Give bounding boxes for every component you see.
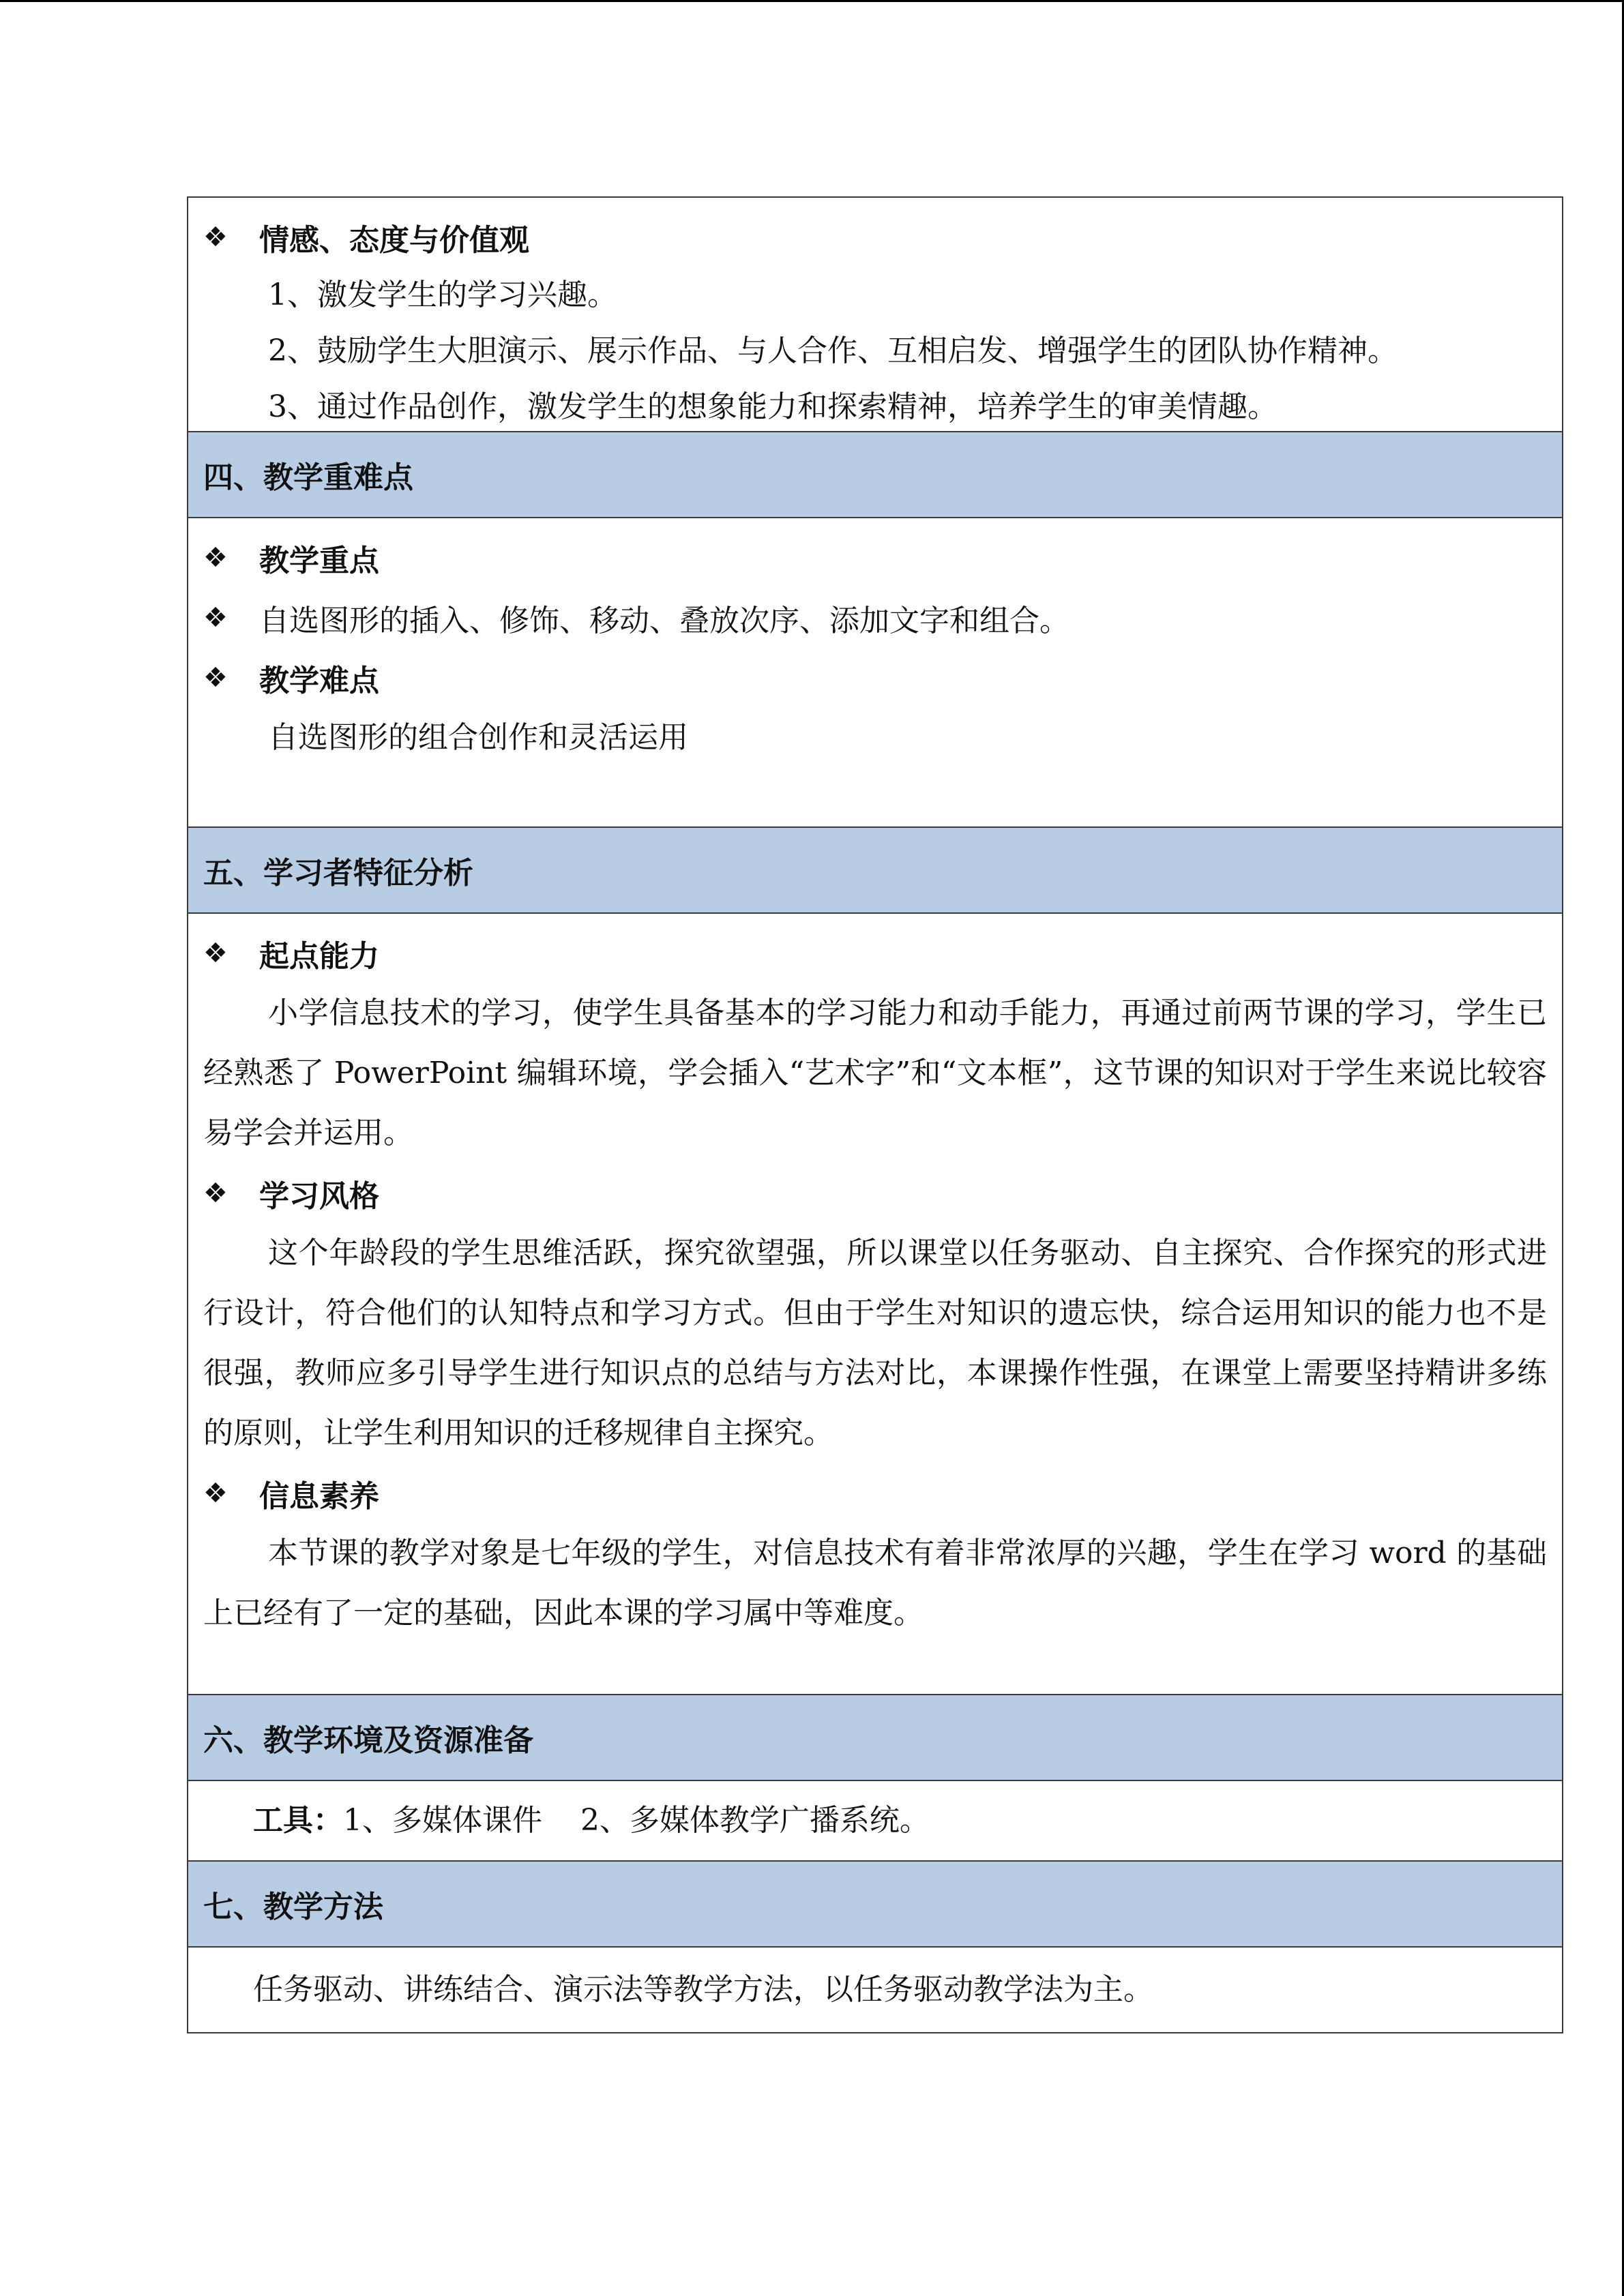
literacy-heading-line bbox=[203, 1463, 1547, 1523]
section5-title: 五、学习者特征分析 bbox=[203, 856, 473, 891]
key-points-item-line bbox=[203, 588, 1547, 648]
style-paragraph: 这个年龄段的学生思维活跃，探究欲望强，所以课堂以任务驱动、自主探究、合作探究的形式进行设计，符合他们的认知特点和学习方式。但由于学生对知识的遗忘快，综合运用知识的能力也不是很强，教师应多引导学生进行知识点的总结与方法对比，本课操作性强，在课堂上需要坚持精讲多练的原则，让学生利用知识的迁移规律自主探究。 bbox=[203, 1236, 1547, 1450]
diamond-bullet-icon: ❖ bbox=[203, 222, 228, 253]
diamond-bullet-icon: ❖ bbox=[203, 542, 228, 573]
key-points-heading: 教学重点 bbox=[259, 543, 379, 578]
values-row bbox=[188, 198, 1562, 432]
method-text: 任务驱动、讲练结合、演示法等教学方法，以任务驱动教学法为主。 bbox=[253, 1972, 1153, 2007]
tools-text: 1、多媒体课件 2、多媒体教学广播系统。 bbox=[343, 1803, 930, 1838]
section7-header bbox=[188, 1862, 1562, 1948]
section6-header bbox=[188, 1695, 1562, 1781]
section7-title: 七、教学方法 bbox=[203, 1890, 383, 1924]
values-item-1: 1、激发学生的学习兴趣。 bbox=[268, 278, 617, 312]
values-item-3: 3、通过作品创作，激发学生的想象能力和探索精神，培养学生的审美情趣。 bbox=[268, 389, 1278, 424]
style-heading-line bbox=[203, 1163, 1547, 1223]
section4-title: 四、教学重难点 bbox=[203, 460, 413, 495]
diamond-bullet-icon: ❖ bbox=[203, 938, 228, 969]
section4-header bbox=[188, 432, 1562, 518]
section7-content bbox=[188, 1948, 1562, 2032]
tools-label: 工具： bbox=[253, 1803, 343, 1838]
section6-content bbox=[188, 1781, 1562, 1862]
difficult-points-item: 自选图形的组合创作和灵活运用 bbox=[268, 720, 688, 755]
difficult-points-heading-line bbox=[203, 648, 1547, 708]
page-top-border bbox=[0, 0, 1624, 2]
style-heading: 学习风格 bbox=[259, 1179, 379, 1214]
literacy-paragraph: 本节课的教学对象是七年级的学生，对信息技术有着非常浓厚的兴趣，学生在学习 word 的基础上已经有了一定的基础，因此本课的学习属中等难度。 bbox=[203, 1536, 1547, 1630]
ability-paragraph: 小学信息技术的学习，使学生具备基本的学习能力和动手能力，再通过前两节课的学习，学生已经熟悉了 PowerPoint 编辑环境，学会插入“艺术字”和“文本框”，这节课的知识对于学生来说比较容易学会并运用。 bbox=[203, 996, 1547, 1150]
values-item-2: 2、鼓励学生大胆演示、展示作品、与人合作、互相启发、增强学生的团队协作精神。 bbox=[268, 333, 1398, 368]
section5-header bbox=[188, 828, 1562, 914]
key-points-item: 自选图形的插入、修饰、移动、叠放次序、添加文字和组合。 bbox=[259, 603, 1069, 638]
diamond-bullet-icon: ❖ bbox=[203, 1478, 228, 1509]
section5-content bbox=[188, 914, 1562, 1695]
ability-heading-line bbox=[203, 923, 1547, 983]
literacy-heading: 信息素养 bbox=[259, 1479, 379, 1514]
difficult-points-heading: 教学难点 bbox=[259, 664, 379, 698]
diamond-bullet-icon: ❖ bbox=[203, 662, 228, 694]
section6-title: 六、教学环境及资源准备 bbox=[203, 1723, 533, 1758]
tools-line bbox=[188, 1781, 1562, 1860]
lesson-plan-table bbox=[187, 196, 1563, 2033]
diamond-bullet-icon: ❖ bbox=[203, 1178, 228, 1209]
values-heading-line bbox=[203, 207, 1547, 267]
diamond-bullet-icon: ❖ bbox=[203, 602, 228, 633]
section4-content bbox=[188, 518, 1562, 828]
values-heading: 情感、态度与价值观 bbox=[259, 223, 529, 258]
key-points-heading-line bbox=[203, 528, 1547, 588]
ability-heading: 起点能力 bbox=[259, 939, 379, 974]
